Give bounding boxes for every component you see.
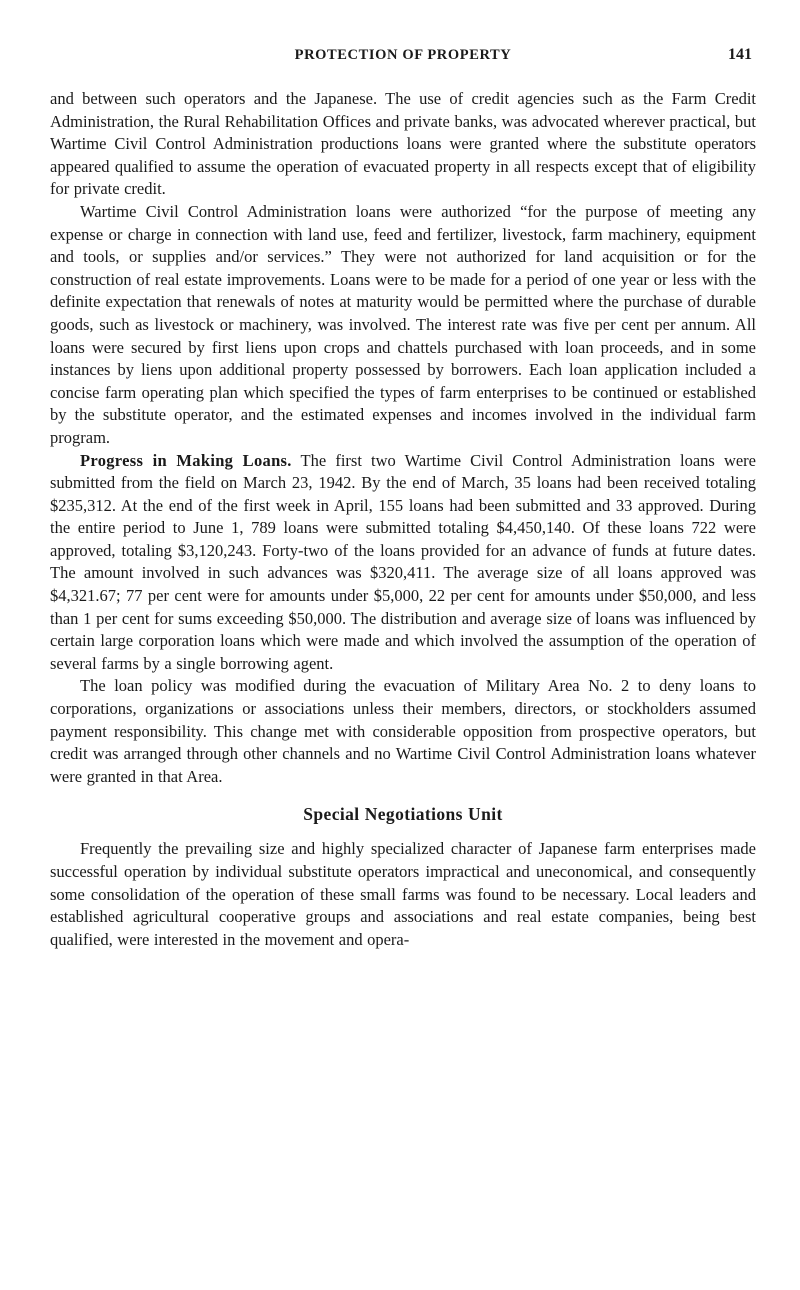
paragraph-loan-policy: The loan policy was modified during the evacuation of Military Area No. 2 to deny loans to corporations, organizations or associations unless their members, directors, or stockholders assumed payment responsibility. This change met with considerable opposition from prospective operators, but credit was arranged through other channels and no Wartime Civil Control Administration loans whatever were granted in that Area. bbox=[50, 676, 756, 786]
run-in-heading: Progress in Making Loans. bbox=[80, 450, 292, 470]
running-title: PROTECTION OF PROPERTY bbox=[294, 47, 512, 63]
paragraph-loan-progress bbox=[50, 450, 756, 676]
body-text bbox=[50, 88, 756, 951]
paragraph-loan-progress-text: The first two Wartime Civil Control Administration loans were submitted from the field on March 23, 1942. By the end of March, 35 loans had been received totaling $235,312. At the end of the first week in April, 155 loans had been submitted and 33 approved. During the entire period to June 1, 789 loans were submitted totaling $4,450,140. Of these loans 722 were approved, totaling $3,120,243. Forty-two of the loans provided for an advance of funds at future dates. The amount involved in such advances was $320,411. The average size of all loans approved was $4,321.67; 77 per cent were for amounts under $5,000, 22 per cent for amounts under $50,000, and less than 1 per cent for sums exceeding $50,000. The distribution and average size of loans was influenced by certain large corporation loans which were made and which involved the assumption of the operation of several farms by a single borrowing agent. bbox=[50, 450, 757, 673]
book-page bbox=[50, 40, 756, 951]
paragraph-loan-authorization: Wartime Civil Control Administration loans were authorized “for the purpose of meeting any expense or charge in connection with land use, feed and fertilizer, livestock, farm machinery, equipment and tools, or supplies and/or services.” They were not authorized for land acquisition or for the construction of real estate improvements. Loans were to be made for a period of one year or less with the definite expectation that renewals of notes at maturity would be permitted where the purchase of durable goods, such as livestock or machinery, was involved. The interest rate was five per cent per annum. All loans were secured by first liens upon crops and chattels purchased with loan proceeds, and in some instances by liens upon additional property possessed by borrowers. Each loan application included a concise farm operating plan which specified the types of farm enterprises to be continued or established by the substitute operator, and the estimated expenses and incomes involved in the individual farm program. bbox=[50, 201, 756, 447]
paragraph-special-negotiations: Frequently the prevailing size and highly specialized character of Japanese farm enterprises made successful operation by individual substitute operators impractical and uneconomical, and consequently some consolidation of the operation of these small farms was found to be necessary. Local leaders and established agricultural cooperative groups and associations and real estate companies, being best qualified, were interested in the movement and opera- bbox=[50, 839, 756, 949]
page-number: 141 bbox=[728, 46, 752, 63]
running-head bbox=[50, 40, 756, 70]
section-heading: Special Negotiations Unit bbox=[303, 804, 503, 825]
paragraph-continued: and between such operators and the Japanese. The use of credit agencies such as the Farm Credit Administration, the Rural Rehabilitation Offices and private banks, was advocated wherever practical, but Wartime Civil Control Administration productions loans were granted where the substitute operators appeared qualified to assume the operation of evacuated property in all respects except that of eligibility for private credit. bbox=[50, 89, 756, 199]
